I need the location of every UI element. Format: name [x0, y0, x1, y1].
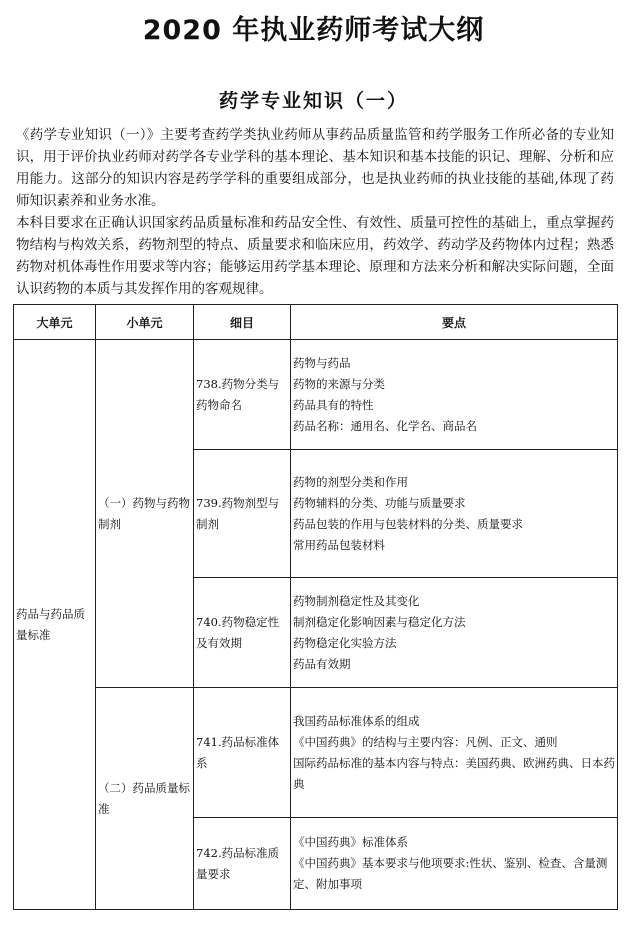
point-text: 药物的来源与分类: [293, 376, 385, 391]
point-text: 我国药品标准体系的组成: [293, 713, 420, 728]
intro-text: [16, 124, 614, 300]
section-subtitle: 药学专业知识（一）: [218, 90, 408, 112]
item-cell: 741.药品标准体系: [194, 688, 291, 818]
point-text: 药物的剂型分类和作用: [293, 474, 408, 489]
point-text: 《中国药典》基本要求与他项要求:性状、鉴别、检查、含量测定、附加事项: [293, 856, 608, 891]
points-cell: [291, 578, 618, 688]
subunit-cell: （二）药品质量标准: [96, 688, 194, 910]
point-text: 药品有效期: [293, 656, 351, 671]
points-cell: [291, 688, 618, 818]
point-text: 制剂稳定化影响因素与稳定化方法: [293, 614, 466, 629]
item-cell: 740.药物稳定性及有效期: [194, 578, 291, 688]
point-text: 常用药品包装材料: [293, 537, 385, 552]
point-text: 《中国药典》的结构与主要内容：凡例、正文、通则: [293, 734, 558, 749]
header-unit: 大单元: [14, 305, 96, 340]
item-cell: 739.药物剂型与制剂: [194, 450, 291, 578]
syllabus-table: [13, 304, 618, 910]
point-text: 药物辅料的分类、功能与质量要求: [293, 495, 466, 510]
intro-paragraph: 《药学专业知识（一）》主要考查药学类执业药师从事药品质量监管和药学服务工作所必备的专业知识，用于评价执业药师对药学各专业学科的基本理论、基本知识和基本技能的识记、理解、分析和应用能力。这部分的知识内容是药学学科的重要组成部分，也是执业药师的执业技能的基础,体现了药师知识素养和业务水准。: [16, 127, 614, 209]
point-text: 药品名称：通用名、化学名、商品名: [293, 418, 477, 433]
point-text: 药品具有的特性: [293, 397, 374, 412]
points-cell: [291, 818, 618, 910]
page-title: 2020 年执业药师考试大纲: [142, 15, 485, 46]
table-header-row: [14, 305, 618, 340]
point-text: 国际药品标准的基本内容与特点：美国药典、欧洲药典、日本药典: [293, 755, 615, 791]
item-cell: 738.药物分类与药物命名: [194, 340, 291, 450]
subunit-cell: （一）药物与药物制剂: [96, 340, 194, 688]
unit-cell: 药品与药品质量标准: [14, 340, 96, 910]
point-text: 《中国药典》标准体系: [293, 835, 408, 849]
point-text: 药品包装的作用与包装材料的分类、质量要求: [293, 516, 523, 531]
item-cell: 742.药品标准质量要求: [194, 818, 291, 910]
header-item: 细目: [194, 305, 291, 340]
point-text: 药物与药品: [293, 355, 351, 370]
table-row: [14, 340, 618, 450]
intro-paragraph: 本科目要求在正确认识国家药品质量标准和药品安全性、有效性、质量可控性的基础上，重点掌握药物结构与构效关系，药物剂型的特点、质量要求和临床应用，药效学、药动学及药物体内过程；熟悉药物对机体毒性作用要求等内容；能够运用药学基本理论、原理和方法来分析和解决实际问题，全面认识药物的本质与其发挥作用的客观规律。: [16, 215, 614, 297]
header-points: 要点: [291, 305, 618, 340]
points-cell: [291, 340, 618, 450]
point-text: 药物稳定化实验方法: [293, 635, 397, 650]
table-row: [14, 688, 618, 818]
header-subunit: 小单元: [96, 305, 194, 340]
points-cell: [291, 450, 618, 578]
point-text: 药物制剂稳定性及其变化: [293, 593, 420, 608]
